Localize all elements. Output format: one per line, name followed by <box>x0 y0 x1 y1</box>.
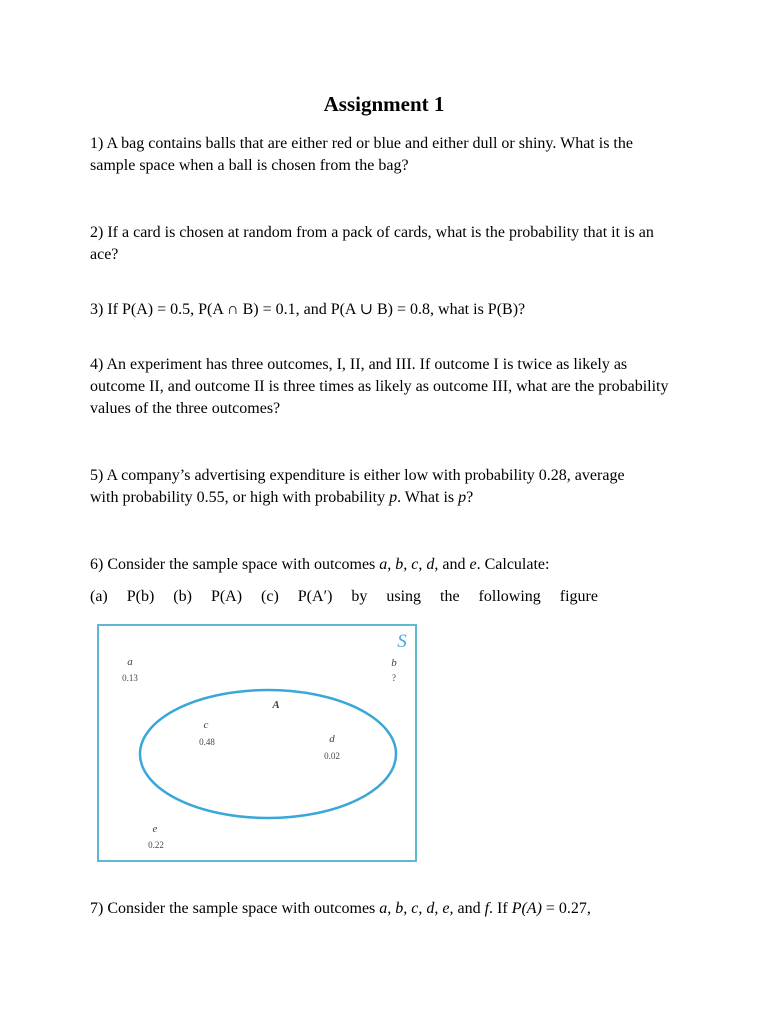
outcome-b-probability: ? <box>392 673 396 683</box>
question-6-and: and <box>438 556 470 573</box>
event-a-label: A <box>272 699 280 711</box>
question-7-text-after: = 0.27, <box>541 900 591 917</box>
question-7 <box>90 898 680 920</box>
question-2: 2) If a card is chosen at random from a pack of cards, what is the probability that it is an ace? <box>90 224 654 263</box>
outcome-a-name: a <box>127 656 133 668</box>
venn-diagram <box>99 626 415 860</box>
question-5-variable-2: p <box>458 489 467 506</box>
question-6-last-outcome: e <box>469 556 477 573</box>
outcome-b-name: b <box>391 657 397 669</box>
question-6-part: P(b) <box>126 588 155 605</box>
outcome-d-name: d <box>329 733 335 745</box>
question-6-parts <box>90 586 598 608</box>
question-6-part: (c) <box>261 588 279 605</box>
question-4: 4) An experiment has three outcomes, I, II, and III. If outcome I is twice as likely as outcome II, and outcome II is three times as likely as outcome III, what are the probability values of the three outcomes? <box>90 356 669 417</box>
question-3: 3) If P(A) = 0.5, P(A ∩ B) = 0.1, and P(A ∪ B) = 0.8, what is P(B)? <box>90 301 526 318</box>
question-5-variable: p <box>389 489 398 506</box>
outcome-e-name: e <box>152 823 158 835</box>
sample-space-label: S <box>397 631 407 652</box>
question-7-probability-a: P(A) <box>511 900 542 917</box>
question-6-part: following <box>478 588 541 605</box>
outcome-e-probability: 0.22 <box>148 840 164 850</box>
question-6-text-before: 6) Consider the sample space with outcomes <box>90 556 380 573</box>
question-6 <box>90 554 680 576</box>
question-7-outcomes: a, b, c, d, e, <box>379 900 454 917</box>
question-6-part: (a) <box>90 588 108 605</box>
question-6-part: using <box>386 588 422 605</box>
question-6-part: the <box>440 588 460 605</box>
question-6-part: P(A) <box>210 588 243 605</box>
question-6-part: P(A′) <box>297 588 333 605</box>
question-6-text-after: . Calculate: <box>476 556 550 573</box>
outcome-a-probability: 0.13 <box>122 673 138 683</box>
question-7-text-before: 7) Consider the sample space with outcomes <box>90 900 380 917</box>
question-6-part: figure <box>559 588 598 605</box>
question-5-text-middle: . What is <box>397 489 459 506</box>
question-6-outcomes: a, b, c, d, <box>379 556 439 573</box>
question-7-mid: . If <box>489 900 512 917</box>
outcome-c-probability: 0.48 <box>199 737 215 747</box>
question-6-part: (b) <box>173 588 192 605</box>
question-7-and: and <box>453 900 485 917</box>
question-5-text-before: 5) A company’s advertising expenditure is either low with probability 0.28, average with probability 0.55, or high with probability <box>90 467 625 506</box>
outcome-c-name: c <box>203 719 209 731</box>
question-5 <box>90 465 650 509</box>
question-1: 1) A bag contains balls that are either red or blue and either dull or shiny. What is the sample space when a ball is chosen from the bag? <box>90 135 633 174</box>
event-a-ellipse <box>140 690 396 818</box>
venn-diagram-figure <box>97 624 417 862</box>
outcome-d-probability: 0.02 <box>324 751 340 761</box>
question-6-part: by <box>351 588 368 605</box>
question-7-last-outcome: f <box>484 900 490 917</box>
question-5-text-after: ? <box>466 489 474 506</box>
page-title: Assignment 1 <box>323 92 445 116</box>
